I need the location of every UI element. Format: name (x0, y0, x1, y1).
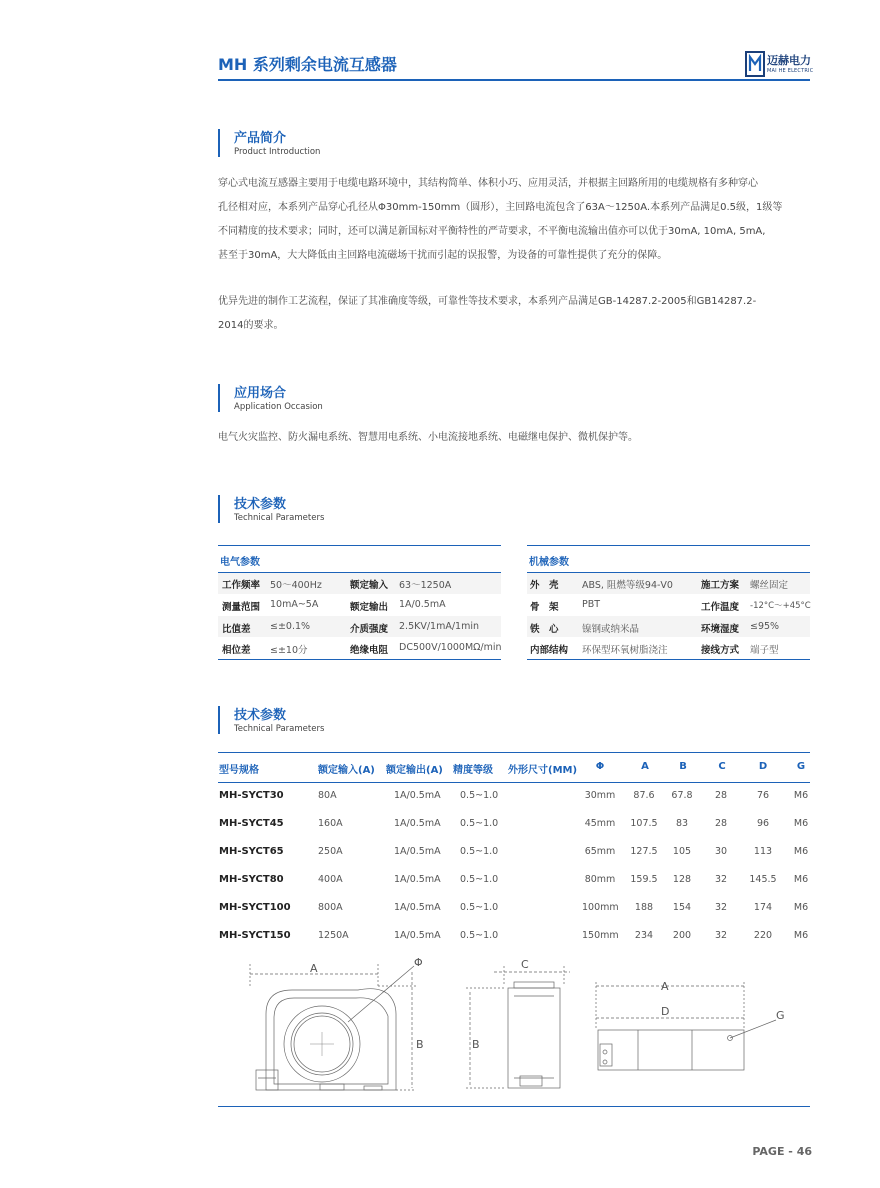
dim-b: 200 (672, 930, 692, 941)
param-value: -12°C～+45°C (750, 601, 811, 611)
col-header-phi: Φ (595, 761, 605, 772)
tech-params-title: 技术参数 (234, 497, 287, 512)
param-name: 工作频率 (222, 580, 261, 591)
col-header-g: G (796, 761, 806, 772)
dim-d: 145.5 (749, 874, 777, 885)
dim-c: 28 (714, 818, 728, 829)
col-header-a: A (641, 761, 649, 772)
table-row (218, 637, 501, 658)
param-name: 接线方式 (701, 645, 740, 656)
table-row (527, 616, 810, 637)
rated-output: 1A/0.5mA (394, 874, 441, 885)
page-number: PAGE - 46 (752, 1145, 812, 1158)
dim-c: 30 (714, 846, 728, 857)
logo-text-cn: 迈赫电力 (767, 54, 811, 67)
dimension-diagram (218, 952, 810, 1108)
param-value: 端子型 (750, 645, 779, 656)
dim-d: 113 (753, 846, 773, 857)
mechanical-params-title: 机械参数 (529, 557, 569, 568)
table-row (218, 930, 810, 946)
param-name: 内部结构 (530, 645, 569, 656)
model-name: MH-SYCT100 (219, 902, 291, 913)
table-row (527, 637, 810, 658)
model-name: MH-SYCT65 (219, 846, 284, 857)
phi-value: 150mm (582, 930, 619, 941)
application-text: 电气火灾监控、防火漏电系统、智慧用电系统、小电流接地系统、电磁继电保护、微机保护等。 (218, 432, 638, 443)
dim-label-b-side: B (472, 1038, 480, 1051)
dim-c: 32 (714, 930, 728, 941)
rated-input: 250A (318, 846, 343, 857)
intro-paragraph-1 (218, 172, 812, 268)
model-spec-table (218, 752, 810, 952)
param-value: PBT (582, 599, 601, 610)
rated-input: 1250A (318, 930, 349, 941)
table-row (218, 818, 810, 834)
dim-a: 159.5 (630, 874, 658, 885)
param-value: ≤95% (750, 621, 780, 632)
col-header-b: B (679, 761, 687, 772)
table-row (218, 874, 810, 890)
dim-b: 154 (672, 902, 692, 913)
param-value: ABS, 阻燃等级94-V0 (582, 580, 673, 591)
rated-input: 80A (318, 790, 337, 801)
col-header-accuracy: 精度等级 (453, 765, 493, 776)
section-bar (218, 706, 220, 734)
brand-logo (745, 50, 814, 78)
dim-b: 128 (672, 874, 692, 885)
text-line: 2014的要求。 (218, 320, 284, 331)
phi-value: 100mm (582, 902, 619, 913)
param-value: 螺丝固定 (750, 580, 789, 591)
table-row (218, 790, 810, 806)
model-name: MH-SYCT45 (219, 818, 284, 829)
application-subtitle: Application Occasion (234, 402, 323, 412)
dim-label-phi: Φ (414, 956, 423, 969)
model-name: MH-SYCT30 (219, 790, 284, 801)
param-name: 绝缘电阻 (350, 645, 389, 656)
header-rule (218, 79, 810, 81)
param-value: 2.5KV/1mA/1min (399, 621, 479, 632)
param-name: 介质强度 (350, 624, 389, 635)
rated-output: 1A/0.5mA (394, 818, 441, 829)
param-value: 环保型环氧树脂浇注 (582, 645, 668, 656)
tech-params-subtitle-2: Technical Parameters (234, 724, 325, 734)
dim-label-b: B (416, 1038, 424, 1051)
bottom-view (596, 982, 776, 1070)
col-header-model: 型号规格 (219, 765, 259, 776)
accuracy-class: 0.5~1.0 (460, 846, 499, 857)
table-row (218, 902, 810, 918)
application-title: 应用场合 (234, 386, 287, 401)
rated-output: 1A/0.5mA (394, 902, 441, 913)
accuracy-class: 0.5~1.0 (460, 930, 499, 941)
dim-label-g: G (776, 1009, 785, 1022)
param-name: 骨 架 (530, 602, 559, 613)
rated-input: 160A (318, 818, 343, 829)
table-row (218, 573, 501, 594)
dim-g: M6 (793, 818, 809, 829)
dim-c: 32 (714, 874, 728, 885)
dim-b: 83 (675, 818, 689, 829)
dim-label-a-bottom: A (661, 980, 669, 993)
dim-g: M6 (793, 790, 809, 801)
phi-value: 65mm (584, 846, 616, 857)
param-name: 外 壳 (530, 580, 559, 591)
accuracy-class: 0.5~1.0 (460, 790, 499, 801)
param-value: 63～1250A (399, 580, 452, 591)
col-header-c: C (718, 761, 726, 772)
table-row (218, 846, 810, 862)
param-value: 10mA~5A (270, 599, 319, 610)
param-value: 50～400Hz (270, 580, 322, 591)
dim-g: M6 (793, 930, 809, 941)
param-name: 比值差 (222, 624, 251, 635)
dim-a: 87.6 (633, 790, 655, 801)
dim-g: M6 (793, 902, 809, 913)
dim-a: 107.5 (630, 818, 658, 829)
dim-g: M6 (793, 846, 809, 857)
section-bar (218, 129, 220, 157)
dim-d: 76 (756, 790, 770, 801)
bottom-rule (218, 1106, 810, 1107)
section-bar (218, 495, 220, 523)
front-view (250, 964, 416, 1090)
param-name: 施工方案 (701, 580, 740, 591)
electrical-params-table (218, 545, 501, 660)
phi-value: 80mm (584, 874, 616, 885)
model-name: MH-SYCT80 (219, 874, 284, 885)
dim-c: 32 (714, 902, 728, 913)
logo-text-en: MAI HE ELECTRIC (767, 68, 814, 74)
rated-output: 1A/0.5mA (394, 930, 441, 941)
dim-a: 188 (634, 902, 654, 913)
tech-params-title-2: 技术参数 (234, 708, 287, 723)
intro-paragraph-2 (218, 290, 812, 338)
dim-label-a: A (310, 962, 318, 975)
rated-output: 1A/0.5mA (394, 790, 441, 801)
accuracy-class: 0.5~1.0 (460, 874, 499, 885)
table-row (218, 616, 501, 637)
section-bar (218, 384, 220, 412)
dim-label-c: C (521, 958, 529, 971)
rated-input: 800A (318, 902, 343, 913)
dim-b: 67.8 (671, 790, 693, 801)
side-view (466, 966, 570, 1088)
param-name: 测量范围 (222, 602, 261, 613)
dim-d: 220 (753, 930, 773, 941)
param-name: 工作温度 (701, 602, 740, 613)
text-line: 优异先进的制作工艺流程，保证了其准确度等级，可靠性等技术要求，本系列产品满足GB-14287.2-2005和GB14287.2- (218, 296, 757, 307)
text-line: 穿心式电流互感器主要用于电缆电路环境中，其结构简单、体积小巧、应用灵活，并根据主回路所用的电缆规格有多种穿心 (218, 178, 758, 189)
table-header-row (218, 761, 810, 777)
dim-c: 28 (714, 790, 728, 801)
rated-input: 400A (318, 874, 343, 885)
table-row (218, 594, 501, 615)
mechanical-params-table (527, 545, 810, 660)
dim-label-d: D (661, 1005, 670, 1018)
text-line: 孔径相对应，本系列产品穿心孔径从Φ30mm-150mm（圆形），主回路电流包含了63A～1250A.本系列产品满足0.5级，1级等 (218, 202, 783, 213)
param-name: 额定输出 (350, 602, 389, 613)
table-row (527, 594, 810, 615)
param-name: 铁 心 (530, 624, 559, 635)
model-name: MH-SYCT150 (219, 930, 291, 941)
logo-mark-icon (745, 51, 765, 77)
col-header-rated-output: 额定输出(A) (386, 765, 443, 776)
col-header-rated-input: 额定输入(A) (318, 765, 375, 776)
intro-title: 产品简介 (234, 131, 287, 146)
rated-output: 1A/0.5mA (394, 846, 441, 857)
text-line: 甚至于30mA，大大降低由主回路电流磁场干扰而引起的误报警，为设备的可靠性提供了充分的保障。 (218, 250, 668, 261)
param-name: 额定输入 (350, 580, 389, 591)
phi-value: 30mm (584, 790, 616, 801)
tech-params-subtitle: Technical Parameters (234, 513, 325, 523)
header-title: MH 系列剩余电流互感器 (218, 55, 397, 74)
param-name: 环境湿度 (701, 624, 740, 635)
col-header-d: D (758, 761, 768, 772)
param-value: 1A/0.5mA (399, 599, 446, 610)
param-name: 相位差 (222, 645, 251, 656)
col-header-dimensions: 外形尺寸(MM) (508, 765, 578, 776)
text-line: 不同精度的技术要求；同时，还可以满足新国标对平衡特性的严苛要求，不平衡电流输出值亦可以优于30mA, 10mA, 5mA, (218, 226, 766, 237)
param-value: ≤±10分 (270, 645, 308, 656)
phi-value: 45mm (584, 818, 616, 829)
accuracy-class: 0.5~1.0 (460, 818, 499, 829)
electrical-params-title: 电气参数 (220, 557, 260, 568)
table-row (527, 573, 810, 594)
accuracy-class: 0.5~1.0 (460, 902, 499, 913)
param-value: 镍钢或纳米晶 (582, 624, 640, 635)
dim-g: M6 (793, 874, 809, 885)
dim-a: 234 (634, 930, 654, 941)
param-value: DC500V/1000MΩ/min (399, 642, 502, 653)
dim-d: 96 (756, 818, 770, 829)
dim-b: 105 (672, 846, 692, 857)
intro-subtitle: Product Introduction (234, 147, 321, 157)
dim-a: 127.5 (630, 846, 658, 857)
dim-d: 174 (753, 902, 773, 913)
param-value: ≤±0.1% (270, 621, 311, 632)
